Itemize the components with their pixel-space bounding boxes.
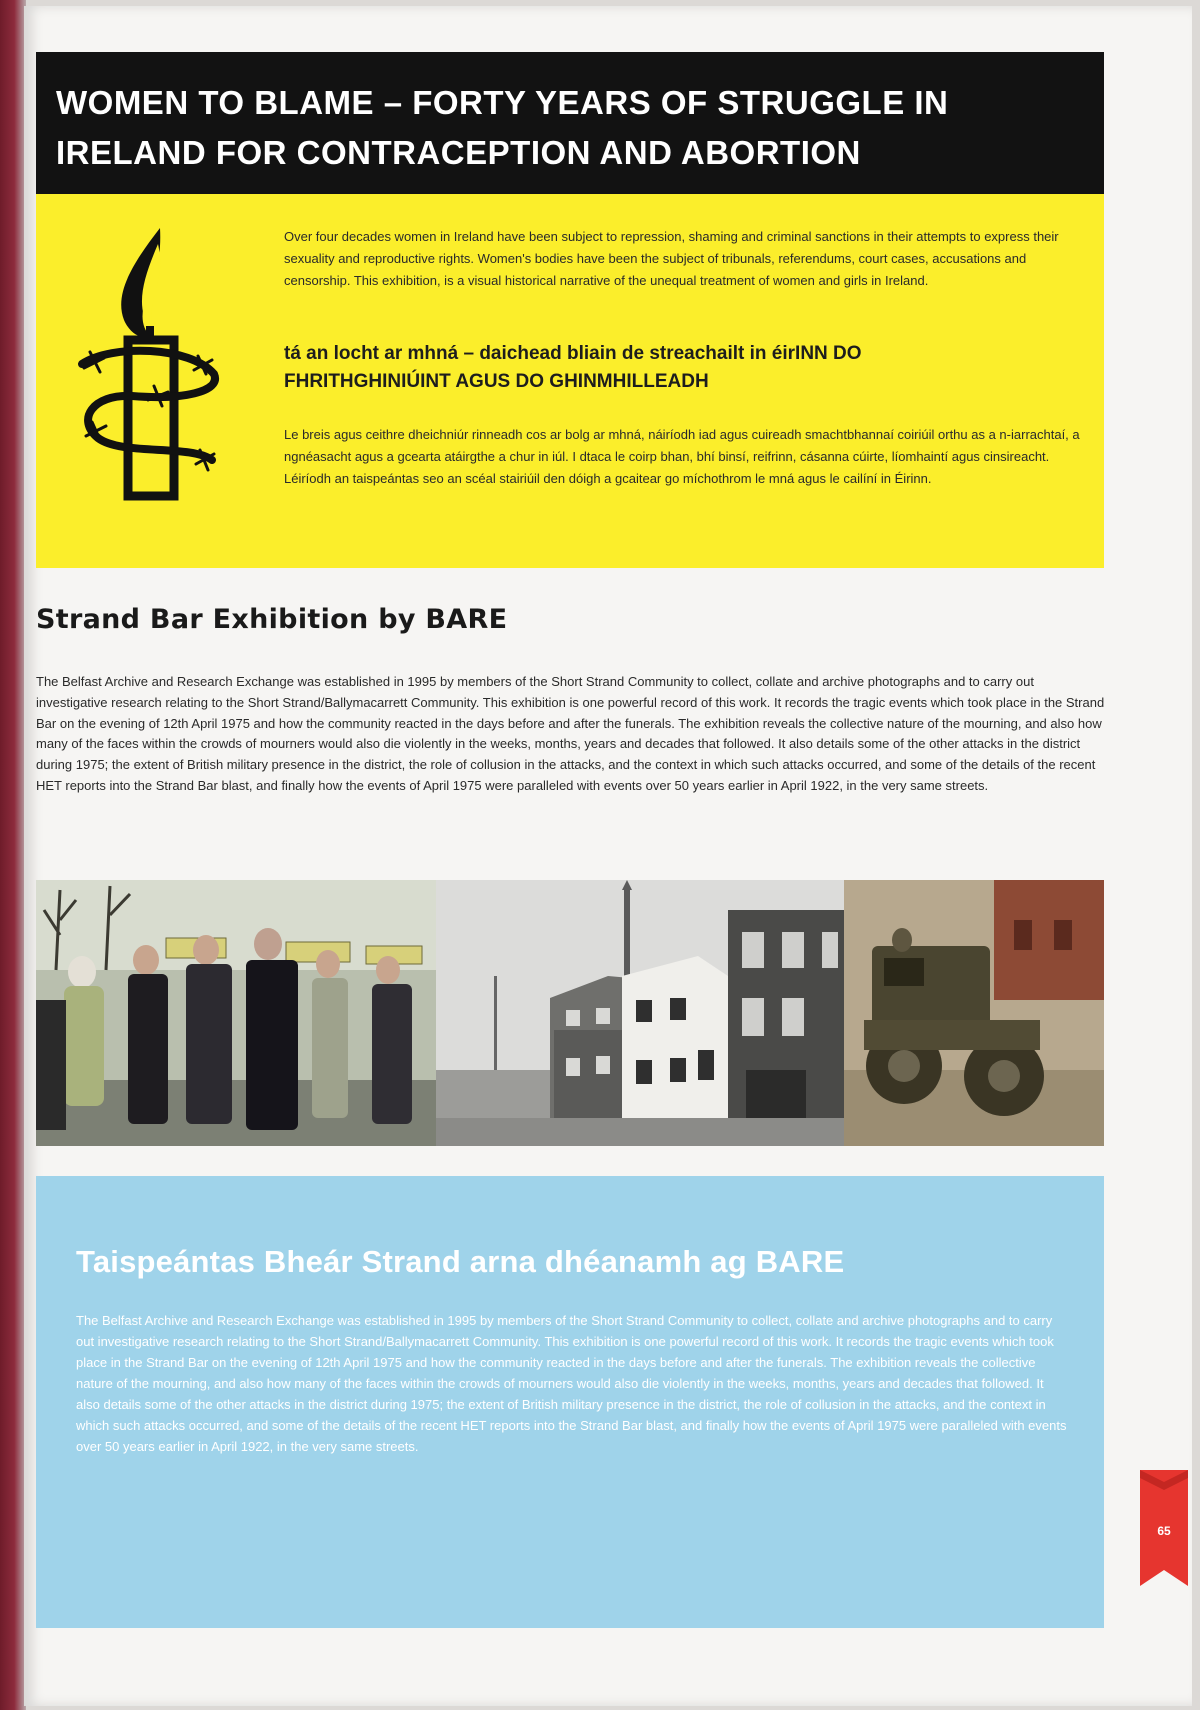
irish-title-line-2: FHRITHGHINIÚINT AGUS DO GHINMHILLEADH <box>284 371 709 392</box>
exhibition-intro-panel <box>36 194 1104 568</box>
strand-bar-street-photo <box>436 880 844 1146</box>
irish-title-line-1: tá an locht ar mhná – daichead bliain de streachailt in éirINN DO <box>284 343 862 364</box>
military-vehicle-photo <box>844 880 1104 1146</box>
exhibition-description-english: Over four decades women in Ireland have been subject to repression, shaming and criminal sanctions in their attempts to express their sexuality and reproductive rights. Women's bodies have been the subject of tribunals, referendums, court cases, accusations and censorship. This exhibition, is a visual historical narrative of the unequal treatment of women and girls in Ireland. <box>284 229 1059 288</box>
page-number: 65 <box>1157 1524 1171 1538</box>
page-number-tab <box>1140 1470 1188 1586</box>
amnesty-candle-barbed-wire-icon <box>72 224 222 504</box>
strand-bar-heading: Strand Bar Exhibition by BARE <box>36 604 508 635</box>
page-title <box>56 78 1084 178</box>
irish-summary-panel <box>36 1176 1104 1628</box>
irish-summary-body: The Belfast Archive and Research Exchange was established in 1995 by members of the Short Strand Community to collect, collate and archive photographs and to carry out investigative research relating to the Short Strand/Ballymacarrett Community. This exhibition is one powerful record of this work. It records the tragic events which took place in the Strand Bar on the evening of 12th April 1975 and how the community reacted in the days before and after the funerals. The exhibition reveals the collective nature of the mourning, and also how many of the faces within the crowds of mourners would also die violently in the weeks, months, years and decades that followed. It also details some of the other attacks in the district during 1975; the extent of British military presence in the district, the role of collusion in the attacks, and the context in which such attacks occurred, and some of the details of the recent HET reports into the Strand Bar blast, and finally how the events of April 1975 were paralleled with events over 50 years earlier in April 1922, in the very same streets. <box>76 1313 1067 1454</box>
strand-bar-body: The Belfast Archive and Research Exchange was established in 1995 by members of the Short Strand Community to collect, collate and archive photographs and to carry out investigative research relating to the Short Strand/Ballymacarrett Community. This exhibition is one powerful record of this work. It records the tragic events which took place in the Strand Bar on the evening of 12th April 1975 and how the community reacted in the days before and after the funerals. The exhibition reveals the collective nature of the mourning, and also how many of the faces within the crowds of mourners would also die violently in the weeks, months, years and decades that followed. It also details some of the other attacks in the district during 1975; the extent of British military presence in the district, the role of collusion in the attacks, and the context in which such attacks occurred, and some of the details of the recent HET reports into the Strand Bar blast, and finally how the events of April 1975 were paralleled with events over 50 years earlier in April 1922, in the very same streets. <box>36 674 1105 793</box>
irish-heading: Taispeántas Bheár Strand arna dhéanamh ag BARE <box>76 1244 845 1279</box>
title-band <box>36 52 1104 194</box>
binding-spine <box>0 0 26 1710</box>
page <box>24 6 1192 1706</box>
exhibition-description-irish: Le breis agus ceithre dheichniúr rinneadh cos ar bolg ar mhná, náiríodh iad agus cuireadh smachtbhannaí coiriúil orthu as a n-iarrachtaí, a ngnéasacht agus a gcearta atáirgthe a chur in iúl. I dtaca le coirp bhan, bhí binsí, reifrinn, cásanna cúirte, líomhaintí agus cinsireacht. Léiríodh an taispeántas seo an scéal stairiúil den dóigh a gcaitear go míchothrom le mná agus le cailíní in Éirinn. <box>284 427 1080 486</box>
funeral-procession-photo <box>36 880 436 1146</box>
irish-title <box>284 340 1084 396</box>
title-line-1: WOMEN TO BLAME – FORTY YEARS OF STRUGGLE IN <box>56 84 949 121</box>
title-line-2: IRELAND FOR CONTRACEPTION AND ABORTION <box>56 134 861 171</box>
photo-strip <box>36 880 1104 1146</box>
